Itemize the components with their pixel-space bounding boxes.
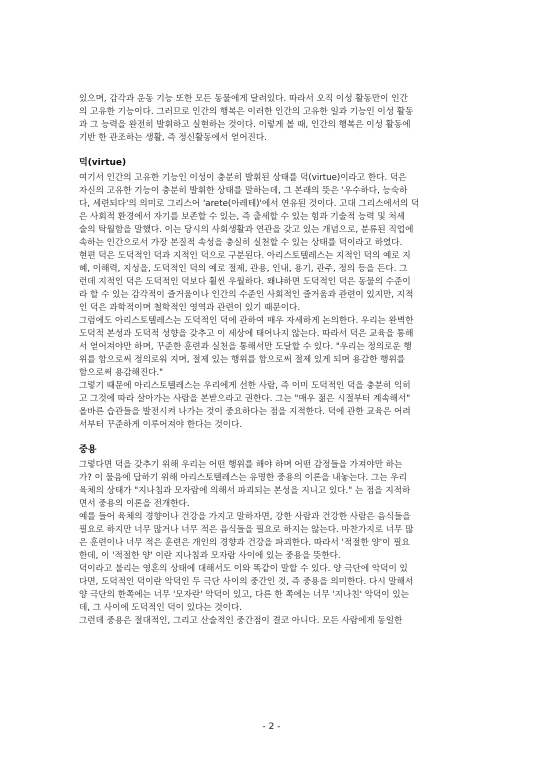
text-line: 그렇다면 덕을 갖추기 위해 우리는 어떤 행위를 해야 하며 어떤 감정들을 가져야만 하는: [79, 460, 403, 470]
text-line: 덕이라고 불리는 영혼의 상태에 대해서도 이와 똑같이 말할 수 있다. 양 극단에 악덕이 있: [79, 564, 408, 574]
section-body-golden-mean: [79, 459, 463, 628]
text-line: 현편 덕은 도덕적인 덕과 지적인 덕으로 구분된다. 아리스토텔레스는 지적인 덕의 예로 지: [79, 251, 411, 261]
text-line: 혜, 이해력, 지성을, 도덕적인 덕의 예로 절제, 관용, 인내, 용기, 관주, 정의 등을 든다. 그: [79, 264, 408, 274]
text-line: 예를 들어 육체의 경향이나 건강을 가지고 말하자면, 강한 사람과 건강한 사람은 음식들을: [79, 512, 411, 522]
text-line: 면서 중용의 이론을 전개한다.: [79, 499, 190, 509]
text-line: 은 사회적 환경에서 자기를 보존할 수 있는, 즉 출세할 수 있는 힘과 기술적 능력 및 처세: [79, 212, 405, 222]
text-line: 그렇기 때문에 아리스토텔레스는 우리에게 선한 사람, 즉 이미 도덕적인 덕을 충분히 익히: [79, 381, 411, 391]
text-line: 함으로써 용감해진다.": [79, 368, 164, 378]
text-line: 술의 탁월함을 말했다. 이는 당시의 사회생활과 연관을 갖고 있는 개념으로, 분류된 직업에: [79, 225, 414, 235]
text-line: 고 그것에 따라 살아가는 사람을 본받으라고 권한다. 그는 "매우 젊은 시절부터 계속해서": [79, 394, 411, 404]
section-body-virtue: [79, 172, 463, 432]
text-line: 자신의 고유한 기능이 충분히 발휘한 상태를 말하는데, 그 본래의 뜻은 '우수하다, 능숙하: [79, 186, 408, 196]
text-line: 기반 한 관조하는 생활, 즉 정신활동에서 얻어진다.: [79, 133, 267, 143]
text-line: 도덕적 본성과 도덕적 성향을 갖추고 이 세상에 태어나지 않는다. 따라서 덕은 교육을 통해: [79, 329, 414, 339]
section-heading-virtue: 덕(virtue): [79, 158, 127, 168]
text-line: 다, 세련되다'의 의미로 그리스어 'arete(아레테)'에서 연유된 것이다. 고대 그리스에서의 덕: [79, 199, 420, 209]
text-line: 그럼에도 아리스토텔레스는 도덕적인 덕에 관하여 매우 자세하게 논의한다. 우리는 완벽한: [79, 316, 414, 326]
text-line: 여기서 인간의 고유한 기능인 이성이 충분히 발휘된 상태를 덕(virtue)이라고 한다. 덕은: [79, 173, 407, 183]
text-line: 위를 함으로써 정의로워 지며, 절제 있는 행위를 함으로써 절제 있게 되며 용감한 행위를: [79, 355, 406, 365]
text-line: 런데 지적인 덕은 도덕적인 덕보다 훨씬 우월하다. 왜냐하면 도덕적인 덕은 동물의 수준이: [79, 277, 411, 287]
text-line: 과 그 능력을 완전히 발휘하고 실현하는 것이다. 이렇게 볼 때, 인간의 행복은 이성 활동에: [79, 120, 411, 130]
text-line: 서 얻어져야만 하며, 꾸준한 훈련과 실천을 통해서만 도달할 수 있다. "우리는 정의로운 행: [79, 342, 412, 352]
text-line: 올바른 습관들을 발전시켜 나가는 것이 중요하다는 점을 지적한다. 덕에 관한 교육은 어려: [79, 407, 411, 417]
text-line: 가? 이 물음에 답하기 위해 아리스토텔레스는 유명한 중용의 이론을 내놓는다. 그는 우리: [79, 473, 407, 483]
text-line: 그런데 중용은 절대적인, 그리고 산술적인 중간점이 결코 아니다. 모든 사람에게 동일한: [79, 616, 403, 626]
text-line: 서부터 꾸준하게 이루어져야 한다는 것이다.: [79, 420, 243, 430]
text-line: 있으며, 감각과 운동 기능 또한 모든 동물에게 달려있다. 따라서 오직 이성 활동만이 인간: [79, 94, 408, 104]
page-number: - 2 -: [262, 722, 281, 732]
text-line: 육체의 상태가 "지나침과 모자람에 의해서 파괴되는 본성을 지니고 있다." 는 점을 지적하: [79, 486, 411, 496]
text-line: 인 덕은 과학적이며 철학적인 영역과 관련이 있기 때문이다.: [79, 303, 301, 313]
section-heading-golden-mean: 중용: [79, 445, 97, 455]
document-body: [79, 93, 463, 628]
text-line: 다면, 도덕적인 덕이란 악덕인 두 극단 사이의 중간인 것, 즉 중용을 의미한다. 다시 말해서: [79, 577, 414, 587]
text-line: 양 극단의 한쪽에는 너무 '모자란' 악덕이 있고, 다른 한 쪽에는 너무 '지나친' 악덕이 있는: [79, 590, 409, 600]
text-line: 한데, 이 '적절한 양' 이란 지나침과 모자람 사이에 있는 중용을 뜻한다.: [79, 551, 341, 561]
text-line: 라 할 수 있는 감각적이 즐거움이나 인간의 수준인 사회적인 즐거움과 관련이 있지만, 지적: [79, 290, 414, 300]
text-line: 필요로 하지만 너무 많거나 너무 적은 음식들을 필요로 하지는 않는다. 마찬가지로 너무 많: [79, 525, 414, 535]
intro-paragraph: [79, 93, 463, 145]
text-line: 의 고유한 기능이다. 그러므로 인간의 행복은 이러한 인간의 고유한 일과 기능인 이성 활동: [79, 107, 414, 117]
text-line: 은 훈련이나 너무 적은 훈련은 개인의 경향과 건강을 파괴한다. 따라서 '적절한 양'이 필요: [79, 538, 410, 548]
text-line: 속하는 인간으로서 가장 본질적 속성을 충실히 실천할 수 있는 상태를 덕이라고 하였다.: [79, 238, 403, 248]
text-line: 데, 그 사이에 도덕적인 덕이 있다는 것이다.: [79, 603, 242, 613]
